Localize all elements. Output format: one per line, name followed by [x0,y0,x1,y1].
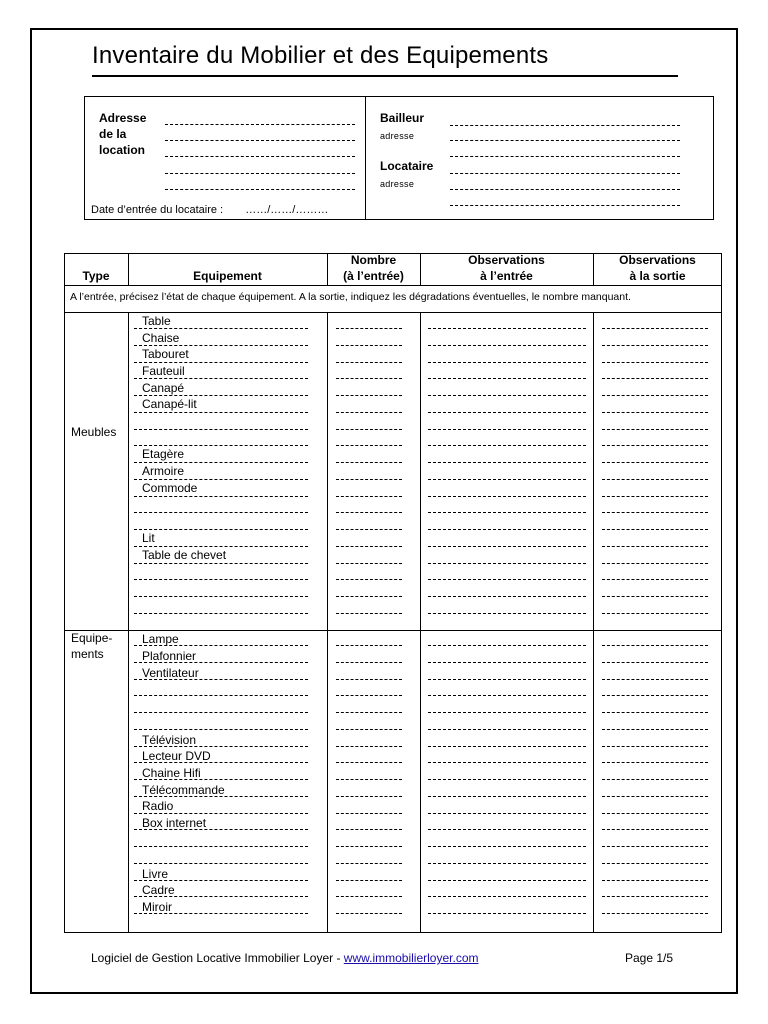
item-label: Box internet [142,816,207,830]
row-dash-line[interactable] [428,529,586,530]
row-dash-line[interactable] [336,846,402,847]
bailleur-field-line[interactable] [450,156,680,157]
item-label: Table de chevet [142,548,227,562]
item-label: Etagère [142,447,185,461]
row-dash-line[interactable] [428,796,586,797]
row-dash-line[interactable] [428,546,586,547]
row-dash-line[interactable] [336,896,402,897]
row-dash-line[interactable] [134,746,308,747]
row-dash-line[interactable] [428,462,586,463]
row-dash-line[interactable] [428,813,586,814]
row-dash-line[interactable] [428,512,586,513]
item-label: Chaise [142,331,180,345]
row-dash-line[interactable] [134,529,308,530]
row-dash-line[interactable] [134,429,308,430]
bailleur-adresse-label: adresse [380,131,415,141]
row-dash-line[interactable] [428,429,586,430]
item-label: Plafonnier [142,649,197,663]
adresse-field-line[interactable] [165,156,355,157]
row-dash-line[interactable] [428,395,586,396]
date-entree-label: Date d’entrée du locataire : [91,204,224,216]
row-dash-line[interactable] [428,328,586,329]
address-box-divider [365,96,366,220]
header-equipement: Equipement [193,269,262,283]
locataire-adresse-label: adresse [380,179,415,189]
row-dash-line[interactable] [336,563,402,564]
row-dash-line[interactable] [134,779,308,780]
row-dash-line[interactable] [336,712,402,713]
row-dash-line[interactable] [428,630,586,631]
row-dash-line[interactable] [134,378,308,379]
row-dash-line[interactable] [428,645,586,646]
table-col-divider [420,312,421,932]
header-type: Type [82,269,110,283]
row-dash-line[interactable] [602,779,708,780]
row-dash-line[interactable] [602,328,708,329]
location-label: location [99,143,146,157]
item-label: Lit [142,531,155,545]
item-label: Cadre [142,883,175,897]
row-dash-line[interactable] [602,579,708,580]
row-dash-line[interactable] [336,880,402,881]
row-dash-line[interactable] [602,762,708,763]
row-dash-line[interactable] [134,630,308,631]
row-dash-line[interactable] [602,796,708,797]
instructions-note: A l’entrée, précisez l’état de chaque équipement. A la sortie, indiquez les dégradations éventuelles, le nombre manquant. [70,291,631,303]
row-dash-line[interactable] [428,762,586,763]
row-dash-line[interactable] [602,362,708,363]
item-label: Radio [142,799,174,813]
item-label: Tabouret [142,347,189,361]
row-dash-line[interactable] [428,596,586,597]
adresse-field-line[interactable] [165,189,355,190]
row-dash-line[interactable] [336,645,402,646]
row-dash-line[interactable] [428,613,586,614]
row-dash-line[interactable] [336,630,402,631]
item-label: Armoire [142,464,185,478]
row-dash-line[interactable] [602,630,708,631]
row-dash-line[interactable] [602,645,708,646]
row-dash-line[interactable] [602,913,708,914]
row-dash-line[interactable] [428,746,586,747]
row-dash-line[interactable] [336,412,402,413]
row-dash-line[interactable] [428,563,586,564]
item-label: Télécommande [142,783,225,797]
row-dash-line[interactable] [134,496,308,497]
header-divider [64,285,722,286]
row-dash-line[interactable] [602,846,708,847]
row-dash-line[interactable] [134,613,308,614]
bailleur-field-line[interactable] [450,140,680,141]
date-entree [91,204,328,216]
row-dash-line[interactable] [428,412,586,413]
header-obs-entree-sub: à l’entrée [480,269,533,283]
footer [91,951,479,965]
bailleur-field-line[interactable] [450,125,680,126]
row-dash-line[interactable] [428,712,586,713]
row-dash-line[interactable] [336,378,402,379]
item-label: Canapé-lit [142,397,197,411]
row-dash-line[interactable] [134,362,308,363]
item-label: Lecteur DVD [142,749,211,763]
row-dash-line[interactable] [602,345,708,346]
adresse-field-line[interactable] [165,173,355,174]
row-dash-line[interactable] [602,596,708,597]
title-underline [92,75,678,77]
row-dash-line[interactable] [428,445,586,446]
row-dash-line[interactable] [336,462,402,463]
row-dash-line[interactable] [428,662,586,663]
row-dash-line[interactable] [602,445,708,446]
row-dash-line[interactable] [336,395,402,396]
row-dash-line[interactable] [134,563,308,564]
row-dash-line[interactable] [336,345,402,346]
row-dash-line[interactable] [428,846,586,847]
row-dash-line[interactable] [428,779,586,780]
row-dash-line[interactable] [336,328,402,329]
item-label: Télévision [142,733,197,747]
item-label: Commode [142,481,198,495]
type-meubles: Meubles [71,425,117,439]
row-dash-line[interactable] [428,729,586,730]
row-dash-line[interactable] [134,445,308,446]
row-dash-line[interactable] [134,546,308,547]
row-dash-line[interactable] [602,613,708,614]
row-dash-line[interactable] [336,429,402,430]
row-dash-line[interactable] [134,645,308,646]
adresse-field-line[interactable] [165,124,355,125]
header-obs-sortie-sub: à la sortie [629,269,686,283]
row-dash-line[interactable] [602,729,708,730]
row-dash-line[interactable] [602,829,708,830]
row-dash-line[interactable] [336,546,402,547]
row-dash-line[interactable] [428,880,586,881]
item-label: Table [142,314,171,328]
locataire-label: Locataire [380,159,434,173]
row-dash-line[interactable] [134,479,308,480]
date-entree-value[interactable]: ……/……/……… [245,204,329,216]
row-dash-line[interactable] [428,896,586,897]
row-dash-line[interactable] [336,863,402,864]
row-dash-line[interactable] [336,813,402,814]
row-dash-line[interactable] [134,880,308,881]
row-dash-line[interactable] [336,913,402,914]
row-dash-line[interactable] [602,813,708,814]
row-dash-line[interactable] [336,362,402,363]
footer-text: Logiciel de Gestion Locative Immobilier Loyer - [91,951,344,965]
note-divider [64,312,722,313]
locataire-field-line[interactable] [450,205,680,206]
row-dash-line[interactable] [336,662,402,663]
row-dash-line[interactable] [134,412,308,413]
row-dash-line[interactable] [134,695,308,696]
table-col-divider [327,312,328,932]
row-dash-line[interactable] [602,679,708,680]
row-dash-line[interactable] [428,829,586,830]
row-dash-line[interactable] [336,579,402,580]
row-dash-line[interactable] [134,345,308,346]
row-dash-line[interactable] [602,896,708,897]
row-dash-line[interactable] [428,579,586,580]
row-dash-line[interactable] [134,596,308,597]
row-dash-line[interactable] [336,496,402,497]
row-dash-line[interactable] [336,445,402,446]
row-dash-line[interactable] [602,563,708,564]
item-label: Canapé [142,381,185,395]
row-dash-line[interactable] [134,679,308,680]
row-dash-line[interactable] [336,829,402,830]
row-dash-line[interactable] [602,462,708,463]
row-dash-line[interactable] [134,762,308,763]
row-dash-line[interactable] [336,779,402,780]
row-dash-line[interactable] [428,479,586,480]
row-dash-line[interactable] [602,412,708,413]
row-dash-line[interactable] [134,328,308,329]
header-obs-sortie: Observations [619,253,696,267]
adresse-field-line[interactable] [165,140,355,141]
item-label: Miroir [142,900,172,914]
row-dash-line[interactable] [336,596,402,597]
row-dash-line[interactable] [602,378,708,379]
footer-link[interactable]: www.immobilierloyer.com [343,951,479,965]
item-label: Fauteuil [142,364,185,378]
row-dash-line[interactable] [134,813,308,814]
row-dash-line[interactable] [134,729,308,730]
row-dash-line[interactable] [134,579,308,580]
row-dash-line[interactable] [428,679,586,680]
row-dash-line[interactable] [134,913,308,914]
type-equipements: Equipe- [71,631,113,645]
row-dash-line[interactable] [602,546,708,547]
row-dash-line[interactable] [602,429,708,430]
row-dash-line[interactable] [602,529,708,530]
row-dash-line[interactable] [134,712,308,713]
row-dash-line[interactable] [428,863,586,864]
header-nombre: Nombre [350,253,397,267]
page-number: Page 1/5 [625,951,674,965]
row-dash-line[interactable] [134,829,308,830]
header-obs-entree: Observations [468,253,545,267]
row-dash-line[interactable] [336,679,402,680]
row-dash-line[interactable] [602,695,708,696]
row-dash-line[interactable] [134,796,308,797]
row-dash-line[interactable] [602,863,708,864]
row-dash-line[interactable] [336,729,402,730]
de-la-label: de la [99,127,127,141]
row-dash-line[interactable] [602,479,708,480]
row-dash-line[interactable] [336,479,402,480]
row-dash-line[interactable] [602,512,708,513]
row-dash-line[interactable] [428,345,586,346]
row-dash-line[interactable] [336,613,402,614]
row-dash-line[interactable] [602,746,708,747]
row-dash-line[interactable] [134,846,308,847]
page-title: Inventaire du Mobilier et des Equipements [92,42,549,69]
row-dash-line[interactable] [336,796,402,797]
row-dash-line[interactable] [134,662,308,663]
locataire-field-line[interactable] [450,189,680,190]
row-dash-line[interactable] [336,746,402,747]
row-dash-line[interactable] [602,395,708,396]
row-dash-line[interactable] [428,695,586,696]
row-dash-line[interactable] [602,662,708,663]
header-nombre-sub: (à l’entrée) [343,269,404,283]
type-equipements-cont: ments [71,647,104,661]
row-dash-line[interactable] [428,362,586,363]
item-label: Chaine Hifi [142,766,201,780]
adresse-label: Adresse [99,111,147,125]
row-dash-line[interactable] [336,762,402,763]
locataire-field-line[interactable] [450,173,680,174]
row-dash-line[interactable] [602,496,708,497]
row-dash-line[interactable] [602,880,708,881]
row-dash-line[interactable] [428,378,586,379]
row-dash-line[interactable] [428,913,586,914]
table-col-divider [128,312,129,932]
item-label: Livre [142,867,169,881]
row-dash-line[interactable] [134,395,308,396]
row-dash-line[interactable] [602,712,708,713]
item-label: Lampe [142,632,179,646]
row-dash-line[interactable] [336,529,402,530]
row-dash-line[interactable] [134,462,308,463]
row-dash-line[interactable] [336,695,402,696]
row-dash-line[interactable] [134,896,308,897]
row-dash-line[interactable] [134,863,308,864]
table-col-divider [593,312,594,932]
row-dash-line[interactable] [428,496,586,497]
row-dash-line[interactable] [134,512,308,513]
item-label: Ventilateur [142,666,199,680]
row-dash-line[interactable] [336,512,402,513]
bailleur-label: Bailleur [380,111,425,125]
